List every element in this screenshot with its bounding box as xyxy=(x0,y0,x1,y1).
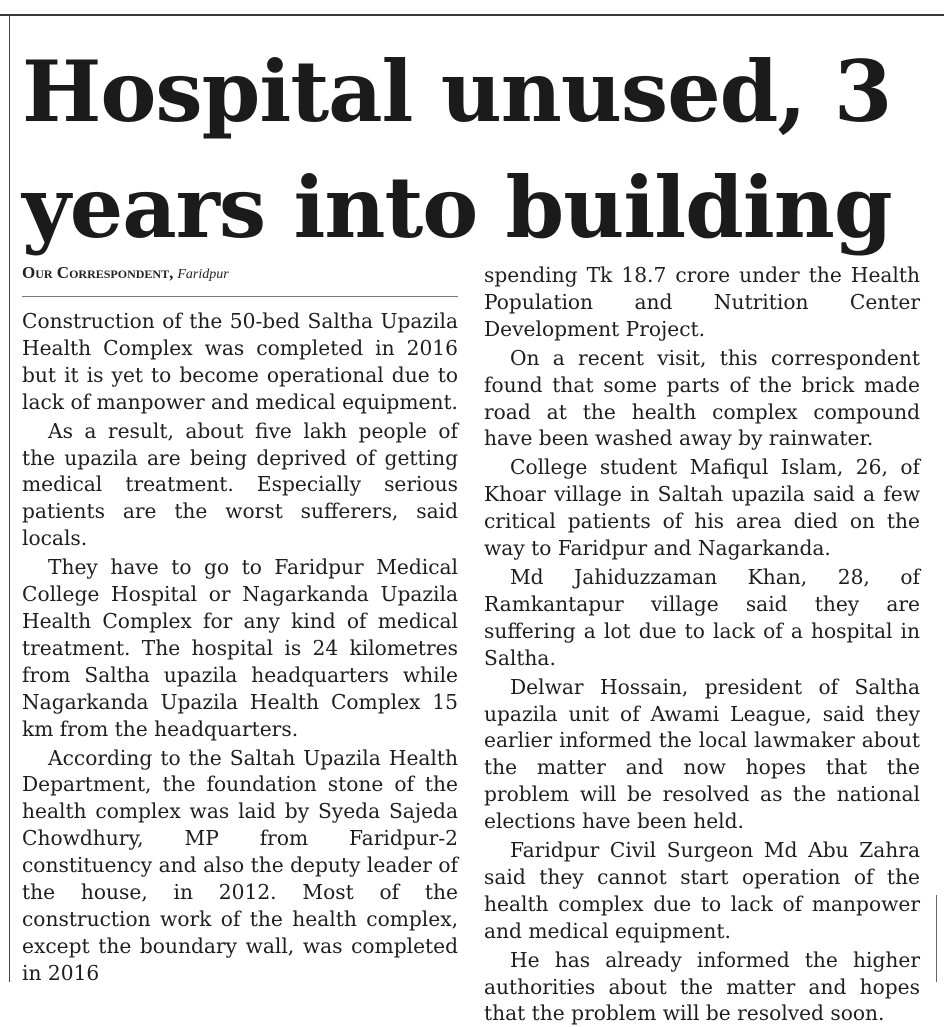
paragraph: On a recent visit, this correspondent found that some parts of the brick made road at the health complex compound have been washed away by rainwater. xyxy=(484,345,920,451)
paragraph: Construction of the 50-bed Saltha Upazila Health Complex was completed in 2016 but it is yet to become operational due to lack of manpower and medical equipment. xyxy=(22,309,458,414)
paragraph: spending Tk 18.7 crore under the Health Population and Nutrition Center Development Project. xyxy=(484,263,920,341)
byline-place: Faridpur xyxy=(177,267,229,282)
paragraph: Faridpur Civil Surgeon Md Abu Zahra said they cannot start operation of the health complex due to lack of manpower and medical equipment. xyxy=(484,838,920,943)
paragraph: College student Mafiqul Islam, 26, of Khoar village in Saltah upazila said a few critical patients of his area died on the way to Faridpur and Nagarkanda. xyxy=(484,455,920,561)
byline xyxy=(22,262,458,297)
paragraph: According to the Saltah Upazila Health Department, the foundation stone of the health complex was laid by Syeda Sajeda Chowdhury, MP from Faridpur-2 constituency and also the deputy leader of the house, in 2012. Most of the construction work of the health complex, except the boundary wall, was completed in 2016 xyxy=(22,745,458,985)
left-column-rule xyxy=(9,16,10,982)
article-column-left xyxy=(22,262,458,987)
paragraph: Delwar Hossain, president of Saltha upazila unit of Awami League, said they earlier informed the local lawmaker about the matter and now hopes that the problem will be resolved as the national elections have been held. xyxy=(484,674,920,834)
headline-line-2: years into building xyxy=(22,158,892,257)
headline xyxy=(22,34,932,266)
headline-line-1: Hospital unused, 3 xyxy=(22,42,892,141)
byline-author: Our Correspondent, xyxy=(22,263,174,282)
paragraph: They have to go to Faridpur Medical College Hospital or Nagarkanda Upazila Health Complex for any kind of medical treatment. The hospital is 24 kilometres from Saltha upazila headquarters while Nagarkanda Upazila Health Complex 15 km from the headquarters. xyxy=(22,555,458,741)
paragraph: As a result, about five lakh people of the upazila are being deprived of getting medical treatment. Especially serious patients are the worst sufferers, said locals. xyxy=(22,418,458,551)
top-rule xyxy=(0,14,944,16)
article-column-right xyxy=(484,262,920,1027)
right-edge-rule xyxy=(936,895,937,982)
paragraph: Md Jahiduzzaman Khan, 28, of Ramkantapur village said they are suffering a lot due to lack of a hospital in Saltha. xyxy=(484,564,920,670)
paragraph: He has already informed the higher authorities about the matter and hopes that the problem will be resolved soon. xyxy=(484,947,920,1026)
